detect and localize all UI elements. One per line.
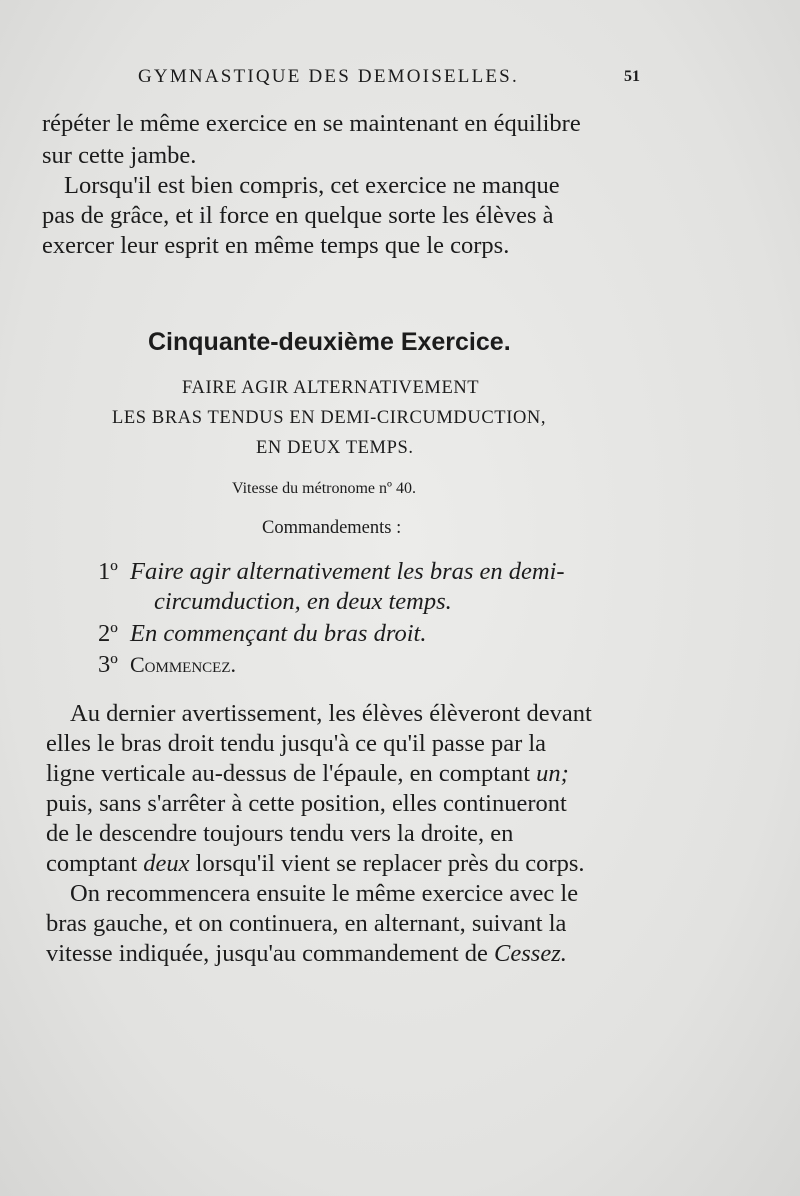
intro-line-1: répéter le même exercice en se maintenant en équilibre: [42, 110, 581, 137]
emphasis: Cessez.: [494, 940, 567, 967]
exercise-title: Cinquante-deuxième Exercice.: [148, 328, 511, 356]
command-1: [98, 558, 565, 586]
body-line-4: puis, sans s'arrêter à cette position, elles continueront: [46, 790, 567, 817]
command-2: [98, 620, 426, 648]
command-number: 1º: [98, 558, 118, 585]
command-text: En commençant du bras droit.: [129, 620, 427, 647]
exercise-subtitle-3: EN DEUX TEMPS.: [256, 438, 414, 458]
running-header-title: GYMNASTIQUE DES DEMOISELLES.: [138, 66, 519, 87]
emphasis: deux: [143, 850, 190, 877]
commands-heading: Commandements :: [262, 518, 402, 538]
body-line-5: de le descendre toujours tendu vers la droite, en: [46, 820, 514, 847]
body-line-7: On recommencera ensuite le même exercice avec le: [70, 880, 579, 907]
body-line-2: elles le bras droit tendu jusqu'à ce qu'il passe par la: [46, 730, 547, 757]
body-text: ligne verticale au-dessus de l'épaule, en comptant: [46, 760, 537, 787]
intro-line-4: pas de grâce, et il force en quelque sorte les élèves à: [42, 202, 554, 229]
intro-line-2: sur cette jambe.: [42, 142, 197, 169]
intro-line-5: exercer leur esprit en même temps que le corps.: [42, 232, 510, 259]
metronome-tempo: Vitesse du métronome nº 40.: [232, 480, 416, 497]
command-1-continued: circumduction, en deux temps.: [154, 588, 452, 615]
emphasis: un;: [536, 760, 569, 787]
command-number: 3º: [98, 651, 118, 678]
command-text: Commencez.: [129, 652, 236, 677]
command-text: Faire agir alternativement les bras en demi-: [129, 558, 565, 585]
exercise-subtitle-1: FAIRE AGIR ALTERNATIVEMENT: [182, 378, 480, 398]
command-number: 2º: [98, 620, 118, 647]
intro-line-3: Lorsqu'il est bien compris, cet exercice ne manque: [64, 172, 560, 199]
body-line-3: [46, 760, 569, 788]
body-text: comptant: [46, 850, 144, 877]
command-3: [98, 651, 236, 679]
exercise-subtitle-2: LES BRAS TENDUS EN DEMI-CIRCUMDUCTION,: [112, 408, 547, 428]
body-line-8: bras gauche, et on continuera, en alternant, suivant la: [46, 910, 567, 937]
body-line-6: [46, 850, 584, 878]
page-number: 51: [624, 68, 640, 85]
body-line-9: [46, 940, 567, 968]
body-text: vitesse indiquée, jusqu'au commandement de: [46, 940, 495, 967]
body-line-1: Au dernier avertissement, les élèves élèveront devant: [70, 700, 592, 727]
body-text: lorsqu'il vient se replacer près du corps.: [189, 850, 585, 877]
